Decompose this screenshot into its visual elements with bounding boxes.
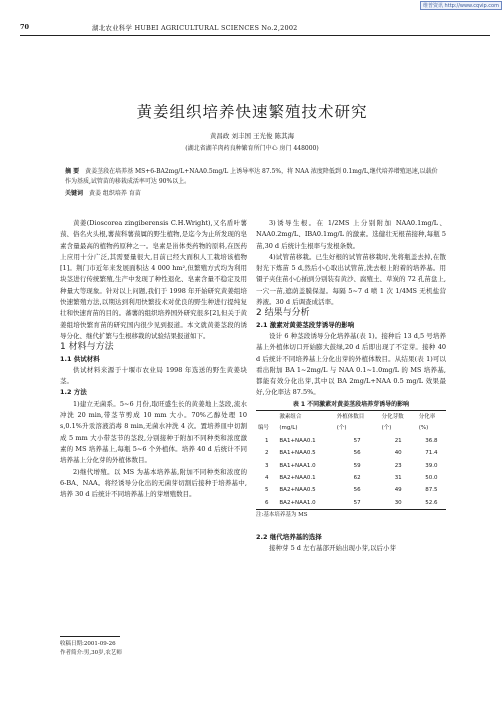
table-cell: 31 (394, 475, 402, 482)
table-row (256, 473, 446, 485)
table-cell: BA2+NAA0.5 (279, 487, 316, 494)
intro-paragraph: 黄姜(Dioscorea zingiberensis C.H.Wright),又名盾叶薯蓣、俗名火头根,薯蓣科薯蓣属的野生植物,是迄今为止所发现的皂素含量最高的植物药原种之一。皂素是甾体类药物的原料,在医药上应用十分广泛,其需要量很大,目前已经大面积人工栽培该植物[1]。荆门市近年来发展面积达 4 000 hm²,但繁殖方式均为利用块茎进行传统繁殖,生产中发现了种性退化、皂素含量不稳定及用种量大等现象。针对以上问题,我们于 1998 年开始研究黄姜组培快速繁殖方法,以期达到利用快繁技术对优良的野生种进行提纯复壮和快速育苗的目的。蕃薯的组织培养国外研究很多[2],但关于黄姜组培快繁育苗的研究国内很少见到报道。本文就黄姜茎段的诱导分化、继代扩繁与生根移栽的试验结果报道如下。 (60, 219, 247, 340)
table-cell: 56 (353, 450, 361, 457)
table-cell: BA1+NAA1.0 (279, 462, 316, 469)
results-paragraph-2: 接种芽 5 d 左右基部开始出现小芽,以后小芽 (269, 544, 397, 553)
table-header: 编号 (256, 411, 277, 436)
table-header: 分化率 (%) (417, 411, 446, 436)
method-paragraph-4: 4)试管苗移栽。已生好根的试管苗移栽时,先将瓶盖去掉,在散射光下炼苗 5 d,然后小心取出试管苗,洗去根上附着的培养基。用镊子夹住苗小心插到分别装有黄沙、腐殖土、草炭的 72 孔苗盘上,一穴一苗,遮荫盖膜保湿。每隔 5~7 d 喷 1 次 1/4MS 无机盐营养液。30 d 后调查成活率。 (256, 252, 446, 307)
section-heading-2: 2 结果与分析 (256, 308, 310, 319)
table-header: 外植体数目 (个) (335, 411, 380, 436)
subsection-heading-2-2: 2.2 继代培养基的选择 (256, 532, 322, 541)
table-cell: 56 (353, 487, 361, 494)
table-cell: 39.0 (425, 462, 438, 469)
table-header: 分化芽数 (个) (380, 411, 417, 436)
table-row (256, 497, 446, 510)
right-column (256, 218, 446, 554)
results-paragraph-1: 设计 6 种茎段诱导分化培养基(表 1)。接种后 13 d,5 号培养基上外植体切口开始膨大鼓绿,20 d 后即出现了不定芽。接种 40 d 后统计不同培养基上分化出芽的外植体数目。从结果(表 1)可以看出附加 BA 1~2mg/L 与 NAA 0.1~1.0mg/L 的 MS 培养基,都能有效分化出芽,其中以 BA 2mg/L+NAA 0.5 mg/L 效果最好,分化率达 87.5%。 (256, 331, 446, 397)
data-table (256, 410, 446, 510)
table-row (256, 448, 446, 460)
author-bio: 作者简介:男,30岁,农艺师 (60, 650, 122, 656)
table-cell: 36.8 (425, 438, 438, 445)
method-paragraph-3: 3)诱导生根。在 1/2MS 上分别附加 NAA0.1mg/L、NAA0.2mg/L、IBA0.1mg/L 的激素。选健壮无根苗接种,每瓶 5 苗,30 d 后统计生根率与发根条数。 (256, 219, 446, 250)
table-note: 注:基本培养基为 MS (256, 512, 308, 519)
received-date: 收稿日期:2001-09-26 (60, 641, 116, 647)
footnote (60, 640, 250, 658)
table-cell: 57 (353, 438, 361, 445)
authors: 黄昌政 刘丰国 王光俊 陈其海 (209, 132, 295, 140)
table-row (256, 436, 446, 448)
table-cell: 21 (394, 438, 402, 445)
journal-name: 湖北农业科学 HUBEI AGRICULTURAL SCIENCES No.2,2002 (92, 24, 298, 32)
table-cell: 3 (264, 462, 269, 469)
keywords-label: 关键词 (65, 190, 84, 197)
section-heading-1: 1 材料与方法 (60, 342, 114, 353)
table-cell: 52.6 (417, 497, 446, 510)
paper-title: 黄姜组织培养快速繁殖技术研究 (136, 103, 368, 121)
subsection-heading-1-1: 1.1 供试材料 (60, 354, 100, 363)
abstract-label: 摘 要 (65, 168, 80, 175)
table-caption: 表 1 不同激素对黄姜茎段培养芽诱导的影响 (292, 400, 410, 408)
table-cell: 57 (335, 497, 380, 510)
abstract-text: 黄姜茎段在培养基 MS+6-BA2mg/L+NAA0.5mg/L 上诱导率达 87.5%，将 NAA 浓度降低到 0.1mg/L,继代培养增殖迅速,以载价作为基质,试管苗的移栽成活率可达 90%以上。 (65, 168, 438, 185)
footnote-rule (60, 636, 120, 637)
table-cell: 2 (264, 450, 269, 457)
affiliation: (湖北省湖羊肉药良种繁育所门中心 房门 448000) (185, 145, 319, 152)
table-row (256, 460, 446, 472)
table-cell: 30 (380, 497, 417, 510)
keywords-text: 黄姜 组织培养 育苗 (89, 190, 141, 197)
left-column (60, 218, 247, 500)
table-cell: 49 (394, 487, 402, 494)
method-paragraph-1: 1)建立无菌系。5~6 月份,取旺盛生长的黄姜地上茎段,流水冲洗 20 min,带茎节剪成 10 mm 大小。70%乙醇处理 10 s,0.1%升汞溶液消毒 8 min,无菌水冲洗 4 次。置培养皿中切割成 5 mm 大小带茎节的茎段,分别接种于附加不同种类和浓度激素的 MS 培养基上,每瓶 5~6 个外植体。培养 40 d 后统计不同培养基上分化芽的外植体数目。 (60, 399, 247, 465)
table-cell: BA1+NAA0.5 (279, 450, 316, 457)
page-number: 70 (20, 23, 30, 31)
table-cell: 62 (353, 475, 361, 482)
table-cell: 40 (394, 450, 402, 457)
table-cell: BA2+NAA1.0 (277, 497, 334, 510)
table-cell: 71.4 (425, 450, 438, 457)
table-cell: 1 (264, 438, 269, 445)
watermark-stamp: 维普资讯 http://www.cqvip.com (420, 1, 502, 10)
table-row (256, 485, 446, 497)
abstract (65, 167, 439, 186)
subsection-heading-2-1: 2.1 激素对黄姜茎段芽诱导的影响 (256, 320, 355, 329)
materials-paragraph: 供试材料来源于十堰市农业局 1998 年选送的野生黄姜块茎。 (60, 365, 247, 386)
keywords (65, 188, 439, 197)
table-cell: 87.5 (425, 487, 438, 494)
table-cell: 4 (264, 475, 269, 482)
table-cell: 6 (256, 497, 277, 510)
table-cell: 23 (394, 462, 402, 469)
table-cell: 50.0 (425, 475, 438, 482)
method-paragraph-2: 2)继代增殖。以 MS 为基本培养基,附加不同种类和浓度的 6-BA、NAA。将经诱导分化出的无菌芽切割后接种于培养基中,培养 30 d 后统计不同培养基上的芽增殖数目。 (60, 467, 247, 499)
table-cell: BA1+NAA0.1 (279, 438, 316, 445)
table-cell: 59 (353, 462, 361, 469)
table-header: 激素组合 (mg/L) (277, 411, 334, 436)
header-rule (20, 35, 490, 36)
subsection-heading-1-2: 1.2 方法 (60, 388, 87, 397)
table-cell: BA2+NAA0.1 (279, 475, 316, 482)
table-cell: 5 (264, 487, 269, 494)
